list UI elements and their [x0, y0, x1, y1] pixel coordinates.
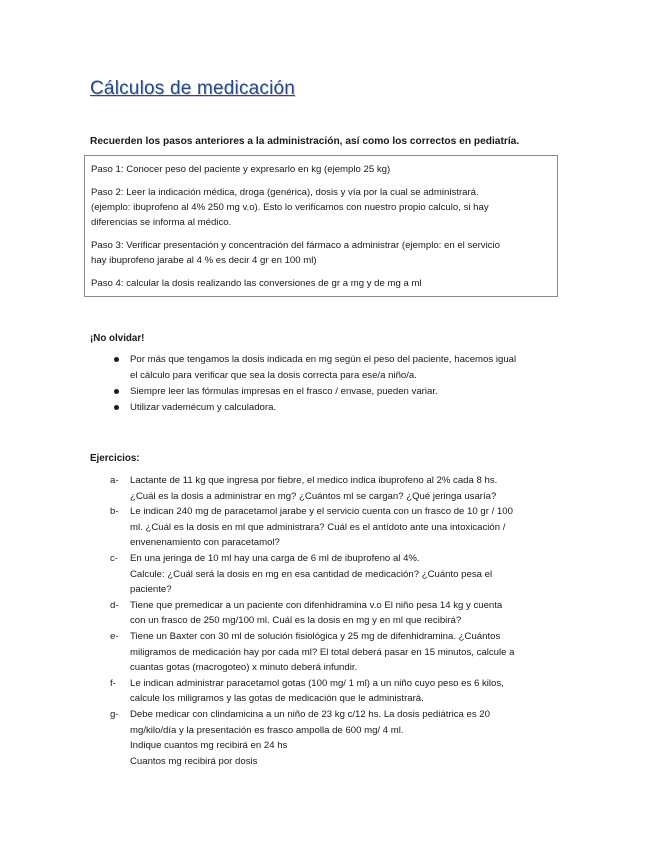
exercise-line: miligramos de medicación hay por cada ml? El total deberá pasar en 15 minutos, calcule a: [130, 646, 515, 658]
step-3: [91, 238, 551, 268]
exercise-item-a: [110, 473, 565, 504]
exercise-marker: g-: [110, 708, 119, 720]
exercise-item-g: [110, 707, 565, 769]
exercise-line: Tiene un Baxter con 30 ml de solución fisiológica y 25 mg de difenhidramina. ¿Cuántos: [130, 630, 501, 642]
reminder-list: [110, 352, 570, 416]
bullet-line: el cálculo para verificar que sea la dosis correcta para ese/a niño/a.: [130, 370, 417, 381]
exercise-item-f: [110, 676, 565, 707]
exercise-line: envenenamiento con paracetamol?: [130, 537, 280, 549]
list-item: [110, 384, 570, 400]
bullet-dot-icon: [114, 389, 119, 394]
step-line: (ejemplo: ibuprofeno al 4% 250 mg v.o). Esto lo verificamos con nuestro propio calculo, si hay: [91, 202, 489, 213]
exercise-list: [110, 473, 565, 769]
intro-text: Recuerden los pasos anteriores a la administración, así como los correctos en pediatría.: [90, 136, 520, 147]
bullet-line: Utilizar vademécum y calculadora.: [130, 402, 277, 413]
step-line: Paso 1: Conocer peso del paciente y expresarlo en kg (ejemplo 25 kg): [91, 164, 391, 175]
exercise-marker: b-: [110, 506, 119, 518]
page-title: Cálculos de medicación: [90, 78, 296, 99]
exercise-marker: d-: [110, 599, 119, 611]
bullet-line: Siempre leer las fórmulas impresas en el frasco / envase, pueden variar.: [130, 386, 438, 397]
bullet-dot-icon: [114, 357, 119, 362]
exercise-item-e: [110, 629, 565, 676]
exercise-line: Calcule: ¿Cuál será la dosis en mg en esa cantidad de medicación? ¿Cuánto pesa el: [130, 568, 493, 580]
exercise-marker: e-: [110, 630, 119, 642]
exercise-line: Le indican administrar paracetamol gotas (100 mg/ 1 ml) a un niño cuyo peso es 6 kilos,: [130, 677, 504, 689]
exercise-line: mg/kilo/día y la presentación es frasco ampolla de 600 mg/ 4 ml.: [130, 724, 404, 736]
step-line: Paso 4: calcular la dosis realizando las conversiones de gr a mg y de mg a ml: [91, 278, 422, 289]
exercise-line: con un frasco de 250 mg/100 ml. Cuál es la dosis en mg y en ml que recibirá?: [130, 615, 462, 627]
exercise-line: calcule los miligramos y las gotas de medicación que le administrará.: [130, 693, 424, 705]
exercise-item-b: [110, 504, 565, 551]
exercise-marker: f-: [110, 677, 116, 689]
exercise-line: Debe medicar con clindamicina a un niño de 23 kg c/12 hs. La dosis pediátrica es 20: [130, 708, 490, 720]
step-1: [91, 162, 551, 177]
list-item: [110, 400, 570, 416]
step-line: diferencias se informa al médico.: [91, 217, 232, 228]
step-4: [91, 276, 551, 291]
exercise-line: cuantas gotas (macrogoteo) x minuto deberá infundir.: [130, 662, 358, 674]
bullet-line: Por más que tengamos la dosis indicada en mg según el peso del paciente, hacemos igual: [130, 354, 517, 365]
steps-box: [84, 155, 558, 297]
exercise-line: Indique cuantos mg recibirá en 24 hs: [130, 740, 288, 752]
exercises-heading: Ejercicios:: [90, 453, 140, 464]
bullet-dot-icon: [114, 405, 119, 410]
exercise-line: Lactante de 11 kg que ingresa por fiebre, el medico indica ibuprofeno al 2% cada 8 hs.: [130, 475, 498, 486]
exercise-line: paciente?: [130, 584, 172, 596]
step-line: Paso 3: Verificar presentación y concentración del fármaco a administrar (ejemplo: en el servicio: [91, 240, 500, 251]
step-2: [91, 185, 551, 230]
exercise-line: Cuantos mg recibirá por dosis: [130, 755, 258, 767]
step-line: Paso 2: Leer la indicación médica, droga (genérica), dosis y vía por la cual se administrará.: [91, 187, 479, 198]
exercise-marker: a-: [110, 475, 119, 486]
exercise-line: Le indican 240 mg de paracetamol jarabe y el servicio cuenta con un frasco de 10 gr / 100: [130, 506, 513, 518]
list-item: [110, 352, 570, 384]
exercise-line: En una jeringa de 10 ml hay una carga de 6 ml de ibuprofeno al 4%.: [130, 552, 420, 564]
exercise-line: Tiene que premedicar a un paciente con difenhidramina v.o El niño pesa 14 kg y cuenta: [130, 599, 503, 611]
note-heading: ¡No olvidar!: [90, 333, 145, 344]
exercise-line: ml. ¿Cuál es la dosis en ml que administrara? Cuál es el antídoto ante una intoxicación /: [130, 521, 506, 533]
exercise-line: ¿Cuál es la dosis a administrar en mg? ¿Cuántos ml se cargan? ¿Qué jeringa usaría?: [130, 490, 497, 502]
exercise-marker: c-: [110, 552, 118, 564]
exercise-item-d: [110, 598, 565, 629]
exercise-item-c: [110, 551, 565, 598]
step-line: hay ibuprofeno jarabe al 4 % es decir 4 gr en 100 ml): [91, 255, 317, 266]
